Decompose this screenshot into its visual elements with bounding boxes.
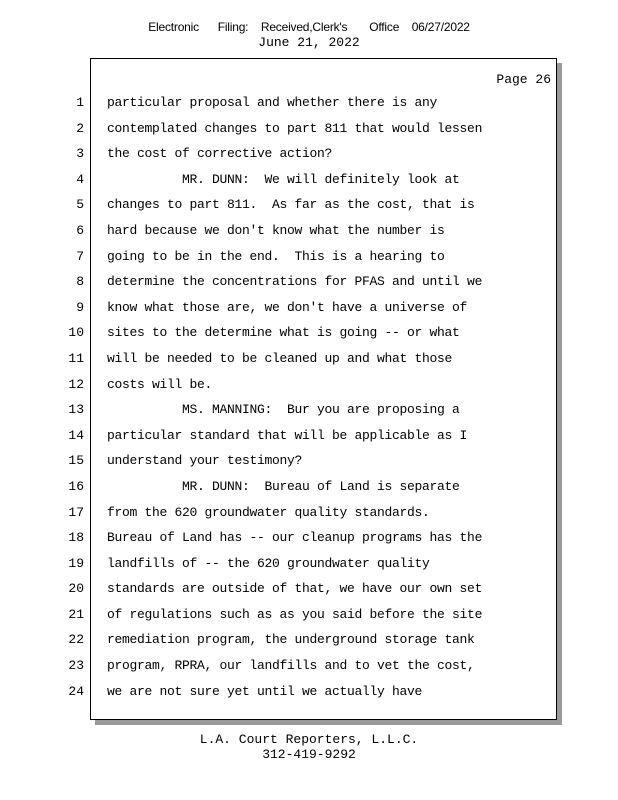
transcript-line: know what those are, we don't have a universe of (107, 299, 468, 315)
reporter-phone: 312-419-9292 (262, 747, 356, 762)
transcript-line: landfills of -- the 620 groundwater quality (107, 555, 430, 571)
line-number: 9 (76, 299, 84, 315)
transcript-line: costs will be. (107, 376, 213, 392)
line-number: 17 (68, 504, 84, 520)
line-number: 10 (68, 325, 84, 341)
transcript-line: MR. DUNN: We will definitely look at (107, 171, 460, 187)
line-number: 13 (68, 402, 84, 418)
transcript-line: the cost of corrective action? (107, 146, 333, 162)
transcript-line: we are not sure yet until we actually have (107, 683, 423, 699)
hearing-date: June 21, 2022 (258, 35, 360, 50)
line-number: 7 (76, 248, 84, 264)
line-number: 6 (76, 222, 84, 238)
transcript-line: MR. DUNN: Bureau of Land is separate (107, 478, 460, 494)
transcript-line: from the 620 groundwater quality standards. (107, 504, 430, 520)
transcript-line: Bureau of Land has -- our cleanup programs has the (107, 530, 483, 546)
transcript-line: particular proposal and whether there is any (107, 95, 438, 110)
line-number: 14 (68, 427, 84, 443)
transcript-line: standards are outside of that, we have our own set (107, 581, 483, 597)
transcript-line: remediation program, the underground storage tank (107, 632, 475, 648)
transcript-line: program, RPRA, our landfills and to vet the cost, (107, 658, 475, 674)
filing-stamp: Electronic Filing: Received,Clerk's Office 06/27/2022 (148, 20, 470, 34)
line-number: 20 (68, 581, 84, 597)
line-number: 1 (76, 95, 84, 110)
line-number: 21 (68, 606, 84, 622)
line-number: 4 (76, 171, 84, 187)
page-footer (0, 732, 618, 762)
transcript-line: hard because we don't know what the number is (107, 222, 445, 238)
transcript-line: contemplated changes to part 811 that would lessen (107, 120, 483, 136)
transcript-line: determine the concentrations for PFAS and until we (107, 274, 483, 290)
line-number: 19 (68, 555, 84, 571)
line-number: 2 (76, 120, 84, 136)
transcript-line: MS. MANNING: Bur you are proposing a (107, 402, 460, 418)
line-number: 12 (68, 376, 84, 392)
line-number: 5 (76, 197, 84, 213)
transcript-line: going to be in the end. This is a hearing to (107, 248, 445, 264)
line-number: 24 (68, 683, 84, 699)
line-number-column (60, 94, 84, 708)
line-number: 18 (68, 530, 84, 546)
transcript-line: of regulations such as as you said before the site (107, 606, 483, 622)
line-number: 11 (68, 350, 84, 366)
transcript-line: changes to part 811. As far as the cost, that is (107, 197, 475, 213)
transcript-line: will be needed to be cleaned up and what those (107, 350, 453, 366)
reporter-company: L.A. Court Reporters, L.L.C. (199, 732, 419, 747)
transcript-line: particular standard that will be applicable as I (107, 427, 468, 443)
transcript-line: understand your testimony? (107, 453, 303, 469)
line-number: 16 (68, 478, 84, 494)
line-number: 3 (76, 146, 84, 162)
transcript-text (107, 94, 552, 708)
page-number: Page 26 (496, 72, 551, 87)
line-number: 8 (76, 274, 84, 290)
line-number: 22 (68, 632, 84, 648)
line-number: 23 (68, 658, 84, 674)
line-number: 15 (68, 453, 84, 469)
transcript-line: sites to the determine what is going -- or what (107, 325, 460, 341)
